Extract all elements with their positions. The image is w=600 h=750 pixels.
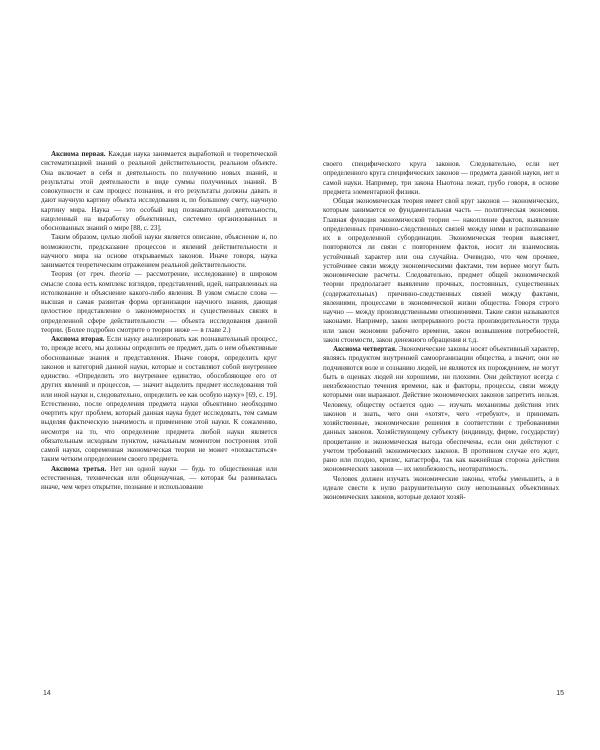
paragraph-text: Экономические законы носят объективный характер, являясь продуктом внутренней самоорганизации общества, а значит, они не подчиняются воле и сознанию людей, не являются их порождением, не могут быть в оценках людей ни хорошими, ни плохими. Они действуют всегда с неизбежностью течения времени, как и факторы, процессы, связи между которыми они выражают. Действие экономических законов запретить нельзя. Человеку, обществу остается одно — изучать механизмы действия этих законов и знать, чего они «хотят», чего «требуют», и принимать хозяйственные, экономические решения в соответствии с требованиями данных законов. Хозяйствующему субъекту (индивиду, фирме, государству) процветание и экономическая выгода обеспечены, если они действуют с учетом требований экономических законов. В противном случае его ждет, рано или поздно, кризис, катастрофа, так как важнейшая сторона действия экономических законов — их неизбежность, неотвратимость.	[323, 345, 559, 474]
paragraph-axiom-two	[41, 335, 277, 465]
paragraph-axiom-three	[41, 465, 277, 493]
paragraph-continued	[323, 160, 559, 197]
axiom-heading: Аксиома третья.	[51, 464, 107, 473]
axiom-heading: Аксиома вторая.	[51, 335, 105, 343]
right-page	[300, 0, 600, 750]
paragraph-text: Человек должен изучать экономические законы, чтобы уменьшить, а в идеале свести к нулю разрушительную силу непознанных объективных экономических законов, которые делают хозяй-	[323, 474, 559, 501]
paragraph-text: Каждая наука занимается выработкой и теоретической систематизацией знаний о реальной действительности, реальном объекте. Она включает в себя и деятельность по получению новых знаний, и результаты этой деятельности в виде суммы полученных знаний. В совокупности и сам процесс познания, и его результаты должны давать и дают научную картину объекта исследования и, по большому счету, научную картину мира. Наука — это особый вид познавательной деятельности, нацеленный на выработку объективных, системно организованных и обоснованных знаний о мире [88, с. 23].	[41, 150, 277, 232]
right-page-text-column	[323, 160, 559, 502]
left-page-text-column	[41, 150, 277, 492]
paragraph-axiom-one	[41, 150, 277, 233]
greek-term: theoria	[109, 270, 131, 279]
paragraph-general-economic-theory	[323, 197, 559, 345]
paragraph-science-goal	[41, 233, 277, 270]
axiom-heading: Аксиома четвертая.	[333, 345, 397, 353]
paragraph-text: своего специфического круга законов. Следовательно, если нет определенного круга специфических законов — предмета данной науки, нет и самой науки. Например, три закона Ньютона лежат, грубо говоря, в основе предмета элементарной физики.	[323, 160, 559, 196]
axiom-heading: Аксиома первая.	[51, 150, 106, 158]
paragraph-text: — рассмотрение, исследование) в широком смысле слова есть комплекс взглядов, представлений, идей, направленных на истолкование и объяснение какого-либо явления. В узком смысле слова — высшая и самая развитая форма организации научного знания, дающая целостное представление о закономерностях и существенных связях в определенной сфере действительности — объекта исследования данной теории. (Более подробно смотрите о теории ниже — в главе 2.)	[41, 270, 277, 334]
paragraph-axiom-four	[323, 345, 559, 475]
page-number: 15	[556, 690, 564, 697]
paragraph-theory-definition	[41, 270, 277, 335]
paragraph-text: Нет ни одной науки — будь то общественная или естественная, техническая или общенаучная, — которая бы развивалась иначе, чем через открытие, познание и использование	[41, 464, 278, 491]
paragraph-text: Теория (от греч.	[51, 270, 110, 279]
page-number: 14	[43, 690, 51, 697]
paragraph-study-laws	[323, 475, 559, 503]
paragraph-text: Таким образом, целью любой науки является описание, объяснение и, по возможности, предсказание процессов и явлений действительности и научного мира на основе открываемых законов. Иначе говоря, наука занимается теоретическим отражением реальной действительности.	[41, 233, 277, 269]
paragraph-text: Общая экономическая теория имеет свой круг законов — экономических, которым занимается ее фундаментальная часть — политическая экономия. Главная функция экономической теории — накопление фактов, выявление определенных причинно-следственных связей между ними и распознавание их в определенной субординации. Экономическая теория выясняет, повторяются ли связи с повторением фактов, носит ли взаимосвязь устойчивый характер или она случайна. Очевидно, что чем прочнее, устойчивее связи между экономическими фактами, тем вернее могут быть экономические расчеты. Следовательно, предмет общей экономической теории предполагает выявление прочных, постоянных, существенных (содержательных) причинно-следственных связей между фактами, явлениями, процессами в экономической жизни общества. Говоря строго научно — между производственными отношениями. Такие связи называются законами. Например, закон непрерывного роста производительности труда или закон экономии рабочего времени, закон возвышения потребностей, закон стоимости, закон денежного обращения и т.д.	[323, 197, 559, 344]
paragraph-text: Если науку анализировать как познавательный процесс, то, прежде всего, мы должны определить ее предмет, дать о нем объективные обоснованные знания и представления. Иначе говоря, определить круг законов и категорий данной науки, которые и составляют собой внутреннее единство. «Определить это внутреннее единство, обособляющее его от других явлений и процессов, — значит выделить предмет исследования той или иной науки и, следовательно, определить ее как особую науку» [69, с. 19]. Естественно, после определения предмета науки объективно необходимо очертить круг проблем, который данная наука будет исследовать, тем самым выделяя фактическую значимость и применение этой науки. К сожалению, несмотря на то, что определение предмета любой науки является обязательным исходным пунктом, начальным моментом построения этой самой науки, современная экономическая теория не может «похвастаться» таким четким определением своего предмета.	[41, 335, 277, 464]
